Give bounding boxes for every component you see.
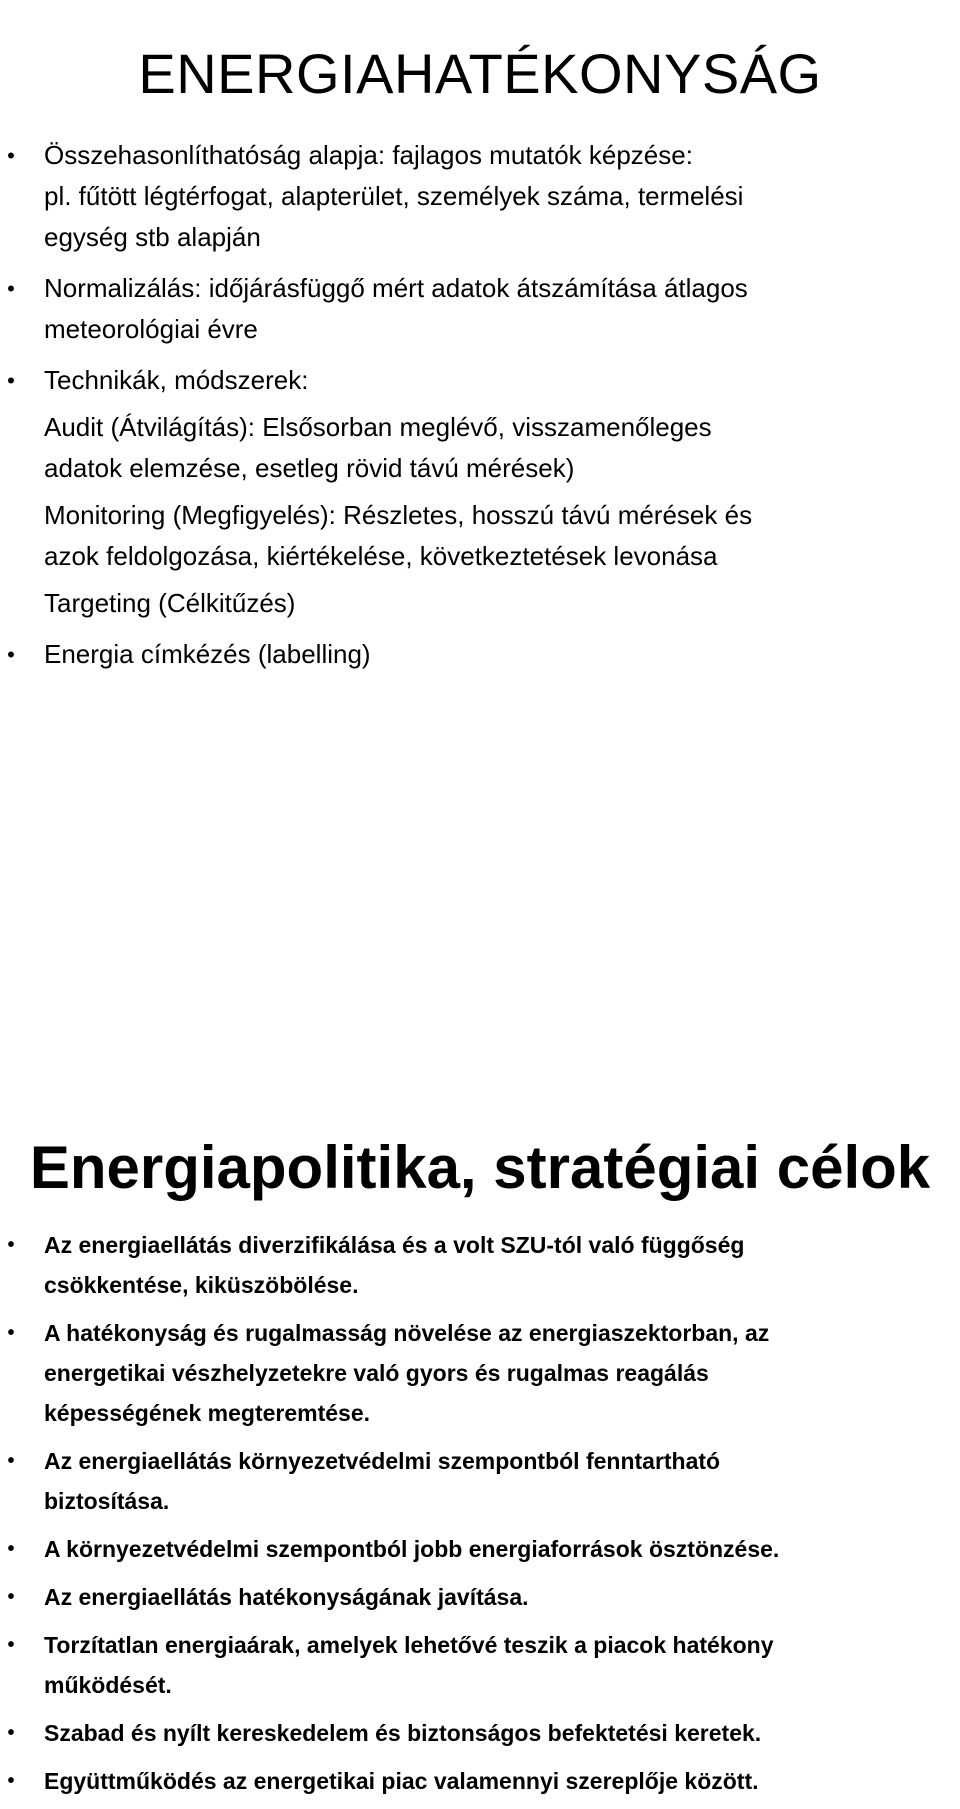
list-item-text: csökkentése, kiküszöbölése. <box>44 1272 359 1298</box>
slide1-title: ENERGIAHATÉKONYSÁG <box>138 41 822 105</box>
slide2-title: Energiapolitika, stratégiai célok <box>29 1133 931 1201</box>
list-item-text: Együttműködés az energetikai piac valamennyi szereplője között. <box>44 1768 759 1794</box>
list-item <box>0 360 960 401</box>
bullet-icon: • <box>7 1538 15 1560</box>
list-item-text: egység stb alapján <box>44 222 261 252</box>
bullet-icon: • <box>7 1322 15 1344</box>
list-item-text: Torzítatlan energiaárak, amelyek lehetővé teszik a piacok hatékony <box>44 1632 774 1658</box>
list-item-text: Az energiaellátás diverzifikálása és a volt SZU-tól való függőség <box>44 1232 745 1258</box>
bullet-icon: • <box>7 276 15 301</box>
list-item-text: adatok elemzése, esetleg rövid távú mérések) <box>44 453 575 483</box>
list-item <box>0 1225 960 1305</box>
list-item-sub <box>0 583 960 624</box>
list-item-text: Targeting (Célkitűzés) <box>44 588 296 618</box>
list-item-text: pl. fűtött légtérfogat, alapterület, személyek száma, termelési <box>44 181 744 211</box>
list-item-text: Monitoring (Megfigyelés): Részletes, hosszú távú mérések és <box>44 500 753 530</box>
list-item-text: Audit (Átvilágítás): Elsősorban meglévő, visszamenőleges <box>44 412 712 442</box>
slide2-bullet-list <box>0 1225 960 1809</box>
list-item-text: Az energiaellátás hatékonyságának javítása. <box>44 1584 529 1610</box>
list-item-text: A hatékonyság és rugalmasság növelése az energiaszektorban, az <box>44 1320 770 1346</box>
list-item <box>0 1441 960 1521</box>
list-item-text: Összehasonlíthatóság alapja: fajlagos mutatók képzése: <box>44 140 693 170</box>
list-item <box>0 1713 960 1753</box>
list-item <box>0 1625 960 1705</box>
list-item-text: energetikai vészhelyzetekre való gyors és rugalmas reagálás <box>44 1360 709 1386</box>
list-item-text: Technikák, módszerek: <box>44 365 309 395</box>
bullet-icon: • <box>7 1234 15 1256</box>
list-item-text: képességének megteremtése. <box>44 1400 371 1426</box>
bullet-icon: • <box>7 1722 15 1744</box>
bullet-icon: • <box>7 642 15 667</box>
list-item <box>0 268 960 350</box>
list-item <box>0 1313 960 1433</box>
list-item-text: meteorológiai évre <box>44 314 258 344</box>
bullet-icon: • <box>7 1634 15 1656</box>
list-item-text: Normalizálás: időjárásfüggő mért adatok átszámítása átlagos <box>44 273 748 303</box>
bullet-icon: • <box>7 143 15 168</box>
bullet-icon: • <box>7 368 15 393</box>
list-item-text: biztosítása. <box>44 1488 170 1514</box>
list-item <box>0 1529 960 1569</box>
list-item-text: azok feldolgozása, kiértékelése, következtetések levonása <box>44 541 718 571</box>
bullet-icon: • <box>7 1586 15 1608</box>
list-item-text: Az energiaellátás környezetvédelmi szempontból fenntartható <box>44 1448 721 1474</box>
list-item-sub <box>0 495 960 577</box>
list-item <box>0 1761 960 1801</box>
list-item-sub <box>0 407 960 489</box>
list-item <box>0 1577 960 1617</box>
list-item-text: működését. <box>44 1672 172 1698</box>
slide1-bullet-list <box>0 135 960 685</box>
list-item-text: Energia címkézés (labelling) <box>44 639 371 669</box>
bullet-icon: • <box>7 1770 15 1792</box>
bullet-icon: • <box>7 1450 15 1472</box>
list-item <box>0 634 960 675</box>
list-item-text: Szabad és nyílt kereskedelem és biztonságos befektetési keretek. <box>44 1720 762 1746</box>
list-item <box>0 135 960 258</box>
list-item-text: A környezetvédelmi szempontból jobb energiaforrások ösztönzése. <box>44 1536 780 1562</box>
